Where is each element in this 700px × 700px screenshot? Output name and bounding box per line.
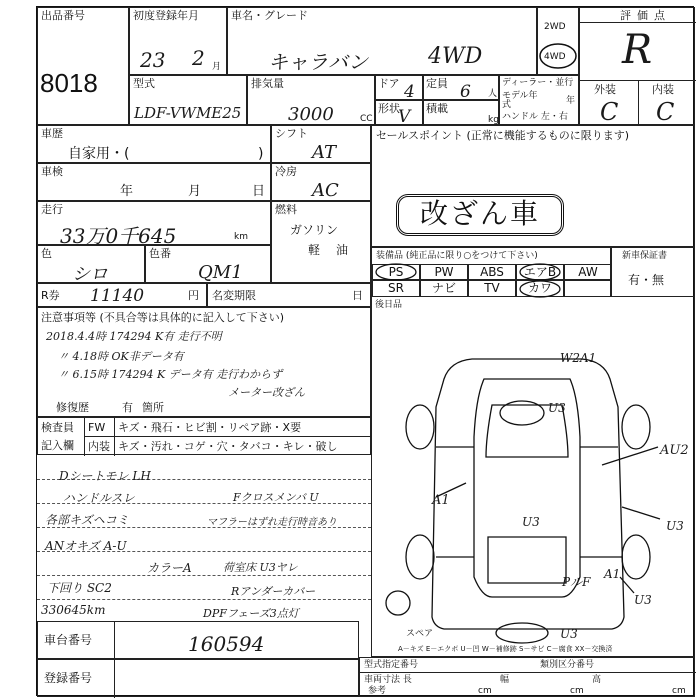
fw-label: FW — [88, 421, 106, 434]
mileage-value: 33万0千645 — [60, 224, 177, 248]
damage-mark: PルF — [562, 575, 591, 589]
fuel-label: 燃料 — [275, 203, 297, 216]
chassis-label: 車台番号 — [44, 633, 93, 647]
drive-2wd: 2WD — [544, 22, 566, 32]
colorno-label: 色番 — [149, 247, 171, 260]
eval-label: 評価点 — [620, 9, 671, 22]
equip-tv: TV — [468, 280, 516, 297]
remarks-line: メーター改ざん — [228, 386, 305, 399]
model-year-label: モデル年式 — [502, 91, 538, 110]
equip-pw: PW — [420, 264, 468, 280]
mileage-box — [37, 201, 271, 248]
drive-4wd: 4WD — [544, 52, 566, 62]
length-label: 車両寸法 長 — [364, 675, 412, 685]
load-box — [423, 100, 499, 125]
color-label: 色 — [41, 247, 52, 260]
note-right: Fクロスメンバ U — [233, 491, 319, 504]
note-left: Dシートモレ LH — [59, 469, 151, 483]
equip-leather: カワ — [516, 280, 564, 297]
inspect-year: 年 — [120, 184, 134, 199]
use-label: 車歴 — [41, 127, 63, 140]
namechange-label: 名変期限 — [212, 289, 256, 302]
height-cm: cm — [672, 686, 686, 696]
shift-box — [271, 125, 371, 163]
eval-box — [579, 7, 695, 125]
eval-score: R — [622, 27, 653, 73]
interior-grade: C — [656, 98, 675, 126]
note-right: 荷室床 U3ヤレ — [223, 561, 298, 574]
note-right: マフラーはずれ走行時音あり — [207, 517, 337, 528]
nai-label: 内装 — [88, 440, 110, 453]
load-label: 積載 — [426, 102, 448, 115]
use-box — [37, 125, 271, 163]
equip-airbag: エアB — [516, 264, 564, 280]
sales-label: セールスポイント (正常に機能するものに限ります) — [376, 129, 630, 142]
month-unit: 月 — [212, 62, 222, 72]
namechange-box — [207, 283, 371, 307]
fw-items: キズ・飛石・ヒビ割・リペア跡・X要 — [118, 421, 302, 434]
auction-sheet — [36, 6, 694, 696]
inspect-month: 月 — [188, 184, 202, 199]
chassis-box — [37, 621, 359, 659]
model-label: 型式 — [133, 77, 155, 90]
recycle-value: 11140 — [90, 286, 145, 306]
inspect-day: 日 — [252, 184, 266, 199]
disp-value: 3000 — [288, 104, 334, 125]
ac-label: 冷房 — [275, 165, 297, 178]
fuel-box — [271, 201, 371, 283]
model-box — [129, 75, 247, 125]
model-value: LDF-VWME25 — [134, 104, 242, 122]
year-unit: 年 — [566, 96, 576, 106]
height-label: 高 — [592, 675, 602, 685]
width-cm: cm — [570, 686, 584, 696]
warranty-label: 新車保証書 — [622, 251, 668, 261]
exterior-label: 外装 — [594, 83, 616, 96]
notes-area — [37, 455, 371, 621]
repair-value: 有 — [122, 401, 133, 414]
interior-label: 内装 — [652, 83, 674, 96]
capacity-value: 6 — [460, 82, 471, 102]
inspect-box — [37, 163, 271, 201]
shift-label: シフト — [275, 127, 308, 140]
fuel-oil: 油 — [336, 243, 349, 257]
car-name-box — [227, 7, 537, 75]
lot-number: 8018 — [40, 68, 98, 98]
namechange-day: 日 — [352, 289, 363, 302]
damage-mark: A1 — [604, 567, 621, 581]
nai-items: キズ・汚れ・コゲ・穴・タバコ・キレ・破し — [118, 440, 338, 453]
inspector-label-2: 記入欄 — [41, 439, 74, 452]
note-left: 330645km — [41, 603, 106, 617]
equip-abs: ABS — [468, 264, 516, 280]
shape-box — [375, 100, 423, 125]
equip-circles — [372, 248, 612, 298]
reg-month: 2 — [192, 46, 205, 70]
plate-box — [37, 659, 359, 697]
exterior-grade: C — [600, 98, 619, 126]
form-number-label: 型式指定番号 — [364, 660, 419, 670]
remarks-line: 2018.4.4時 174294 K有 走行不明 — [46, 330, 222, 343]
remarks-line: 〃 6.15時 174294 K データ有 走行わからず — [58, 368, 283, 381]
damage-mark: U3 — [522, 515, 540, 529]
repair-label: 修復歴 — [56, 401, 89, 414]
doors-box — [375, 75, 423, 100]
damage-legend: A－キズ E－エクボ U－凹 W－補修跡 S－サビ C－腐食 XX－交換済 — [398, 645, 613, 653]
damage-mark: W2A1 — [560, 351, 597, 365]
lot-label: 出品番号 — [41, 9, 85, 22]
car-grade: 4WD — [428, 44, 483, 69]
aftermarket-label: 後日品 — [375, 300, 403, 310]
length-cm: cm — [478, 686, 492, 696]
equip-sr: SR — [372, 280, 420, 297]
handle-label: ハンドル 左・右 — [502, 112, 568, 122]
note-left: ハンドルスレ — [63, 491, 135, 505]
dealer-label: ディーラー・並行 — [502, 78, 574, 88]
inspector-label-1: 検査員 — [41, 421, 74, 434]
note-left: 各部キズヘコミ — [45, 513, 129, 527]
drive-box — [537, 7, 579, 75]
capacity-label: 定員 — [426, 77, 448, 90]
warranty-value: 有・無 — [628, 273, 665, 287]
car-name: キャラバン — [268, 50, 368, 74]
plate-label: 登録番号 — [44, 671, 93, 685]
damage-mark: U3 — [634, 593, 652, 607]
disp-label: 排気量 — [251, 77, 284, 90]
damage-mark: U3 — [560, 627, 578, 641]
spec-box — [359, 657, 695, 697]
recycle-box — [37, 283, 207, 307]
fuel-kei: 軽 — [308, 243, 321, 257]
ac-box — [271, 163, 371, 201]
damage-mark: A1 — [432, 493, 450, 508]
inspector-box — [37, 417, 371, 455]
reg-date-box — [129, 7, 227, 75]
note-right: DPFフェーズ3点灯 — [203, 607, 299, 620]
cc-unit: CC — [360, 114, 373, 124]
colorno-box — [145, 245, 271, 283]
inspect-label: 車検 — [41, 165, 63, 178]
use-value: 自家用・( — [68, 146, 130, 162]
note-left: 下回り SC2 — [47, 581, 112, 595]
dealer-box — [499, 75, 579, 125]
person-unit: 人 — [488, 89, 498, 99]
capacity-box — [423, 75, 499, 100]
equip-box — [371, 247, 611, 297]
km-unit: km — [234, 232, 248, 242]
shape-value: V — [398, 107, 411, 127]
reg-label: 初度登録年月 — [133, 9, 199, 22]
shift-value: AT — [312, 142, 337, 163]
repair-bracket: 箇所 — [142, 401, 164, 414]
disp-box — [247, 75, 375, 125]
damage-mark: AU2 — [660, 443, 689, 458]
damage-mark: U3 — [548, 401, 566, 415]
use-close: ) — [258, 146, 264, 162]
width-label: 幅 — [500, 675, 510, 685]
recycle-label: R券 — [41, 289, 60, 302]
equip-label: 装備品 (純正品に限り○をつけて下さい) — [376, 251, 538, 261]
note-right: Rアンダーカバー — [231, 585, 316, 598]
class-number-label: 類別区分番号 — [540, 660, 595, 670]
lot-box — [37, 7, 129, 125]
colorno-value: QM1 — [198, 262, 243, 283]
equip-navi: ナビ — [420, 280, 468, 297]
reference-label: 参考 — [368, 686, 387, 696]
damage-mark: U3 — [666, 519, 684, 533]
drive-4wd-circle — [538, 8, 580, 76]
warranty-box — [611, 247, 695, 297]
diagram-area — [371, 297, 695, 657]
doors-value: 4 — [404, 82, 415, 102]
car-label: 車名・グレード — [231, 9, 308, 22]
ac-value: AC — [312, 180, 339, 201]
note-left: カラーA — [147, 561, 192, 575]
note-left: ANオキズ A-U — [45, 539, 127, 553]
fuel-gas: ガソリン — [290, 223, 339, 237]
color-value: シロ — [72, 264, 108, 285]
color-box — [37, 245, 145, 283]
yen-unit: 円 — [188, 289, 199, 302]
chassis-value: 160594 — [188, 632, 265, 656]
sales-box — [371, 125, 695, 247]
equip-ps: PS — [372, 264, 420, 280]
shape-label: 形状 — [378, 102, 400, 115]
spare-label: スペア — [406, 629, 434, 639]
remarks-box — [37, 307, 371, 417]
remarks-label: 注意事項等 (不具合等は具体的に記入して下さい) — [41, 311, 285, 324]
doors-label: ドア — [378, 77, 400, 90]
mileage-label: 走行 — [41, 203, 63, 216]
stamp-kaizan: 改ざん車 — [396, 194, 564, 236]
equip-aw: AW — [564, 264, 612, 280]
remarks-line: 〃 4.18時 OK非データ有 — [58, 350, 184, 363]
kg-unit: kg — [488, 115, 499, 125]
reg-year: 23 — [140, 48, 166, 72]
